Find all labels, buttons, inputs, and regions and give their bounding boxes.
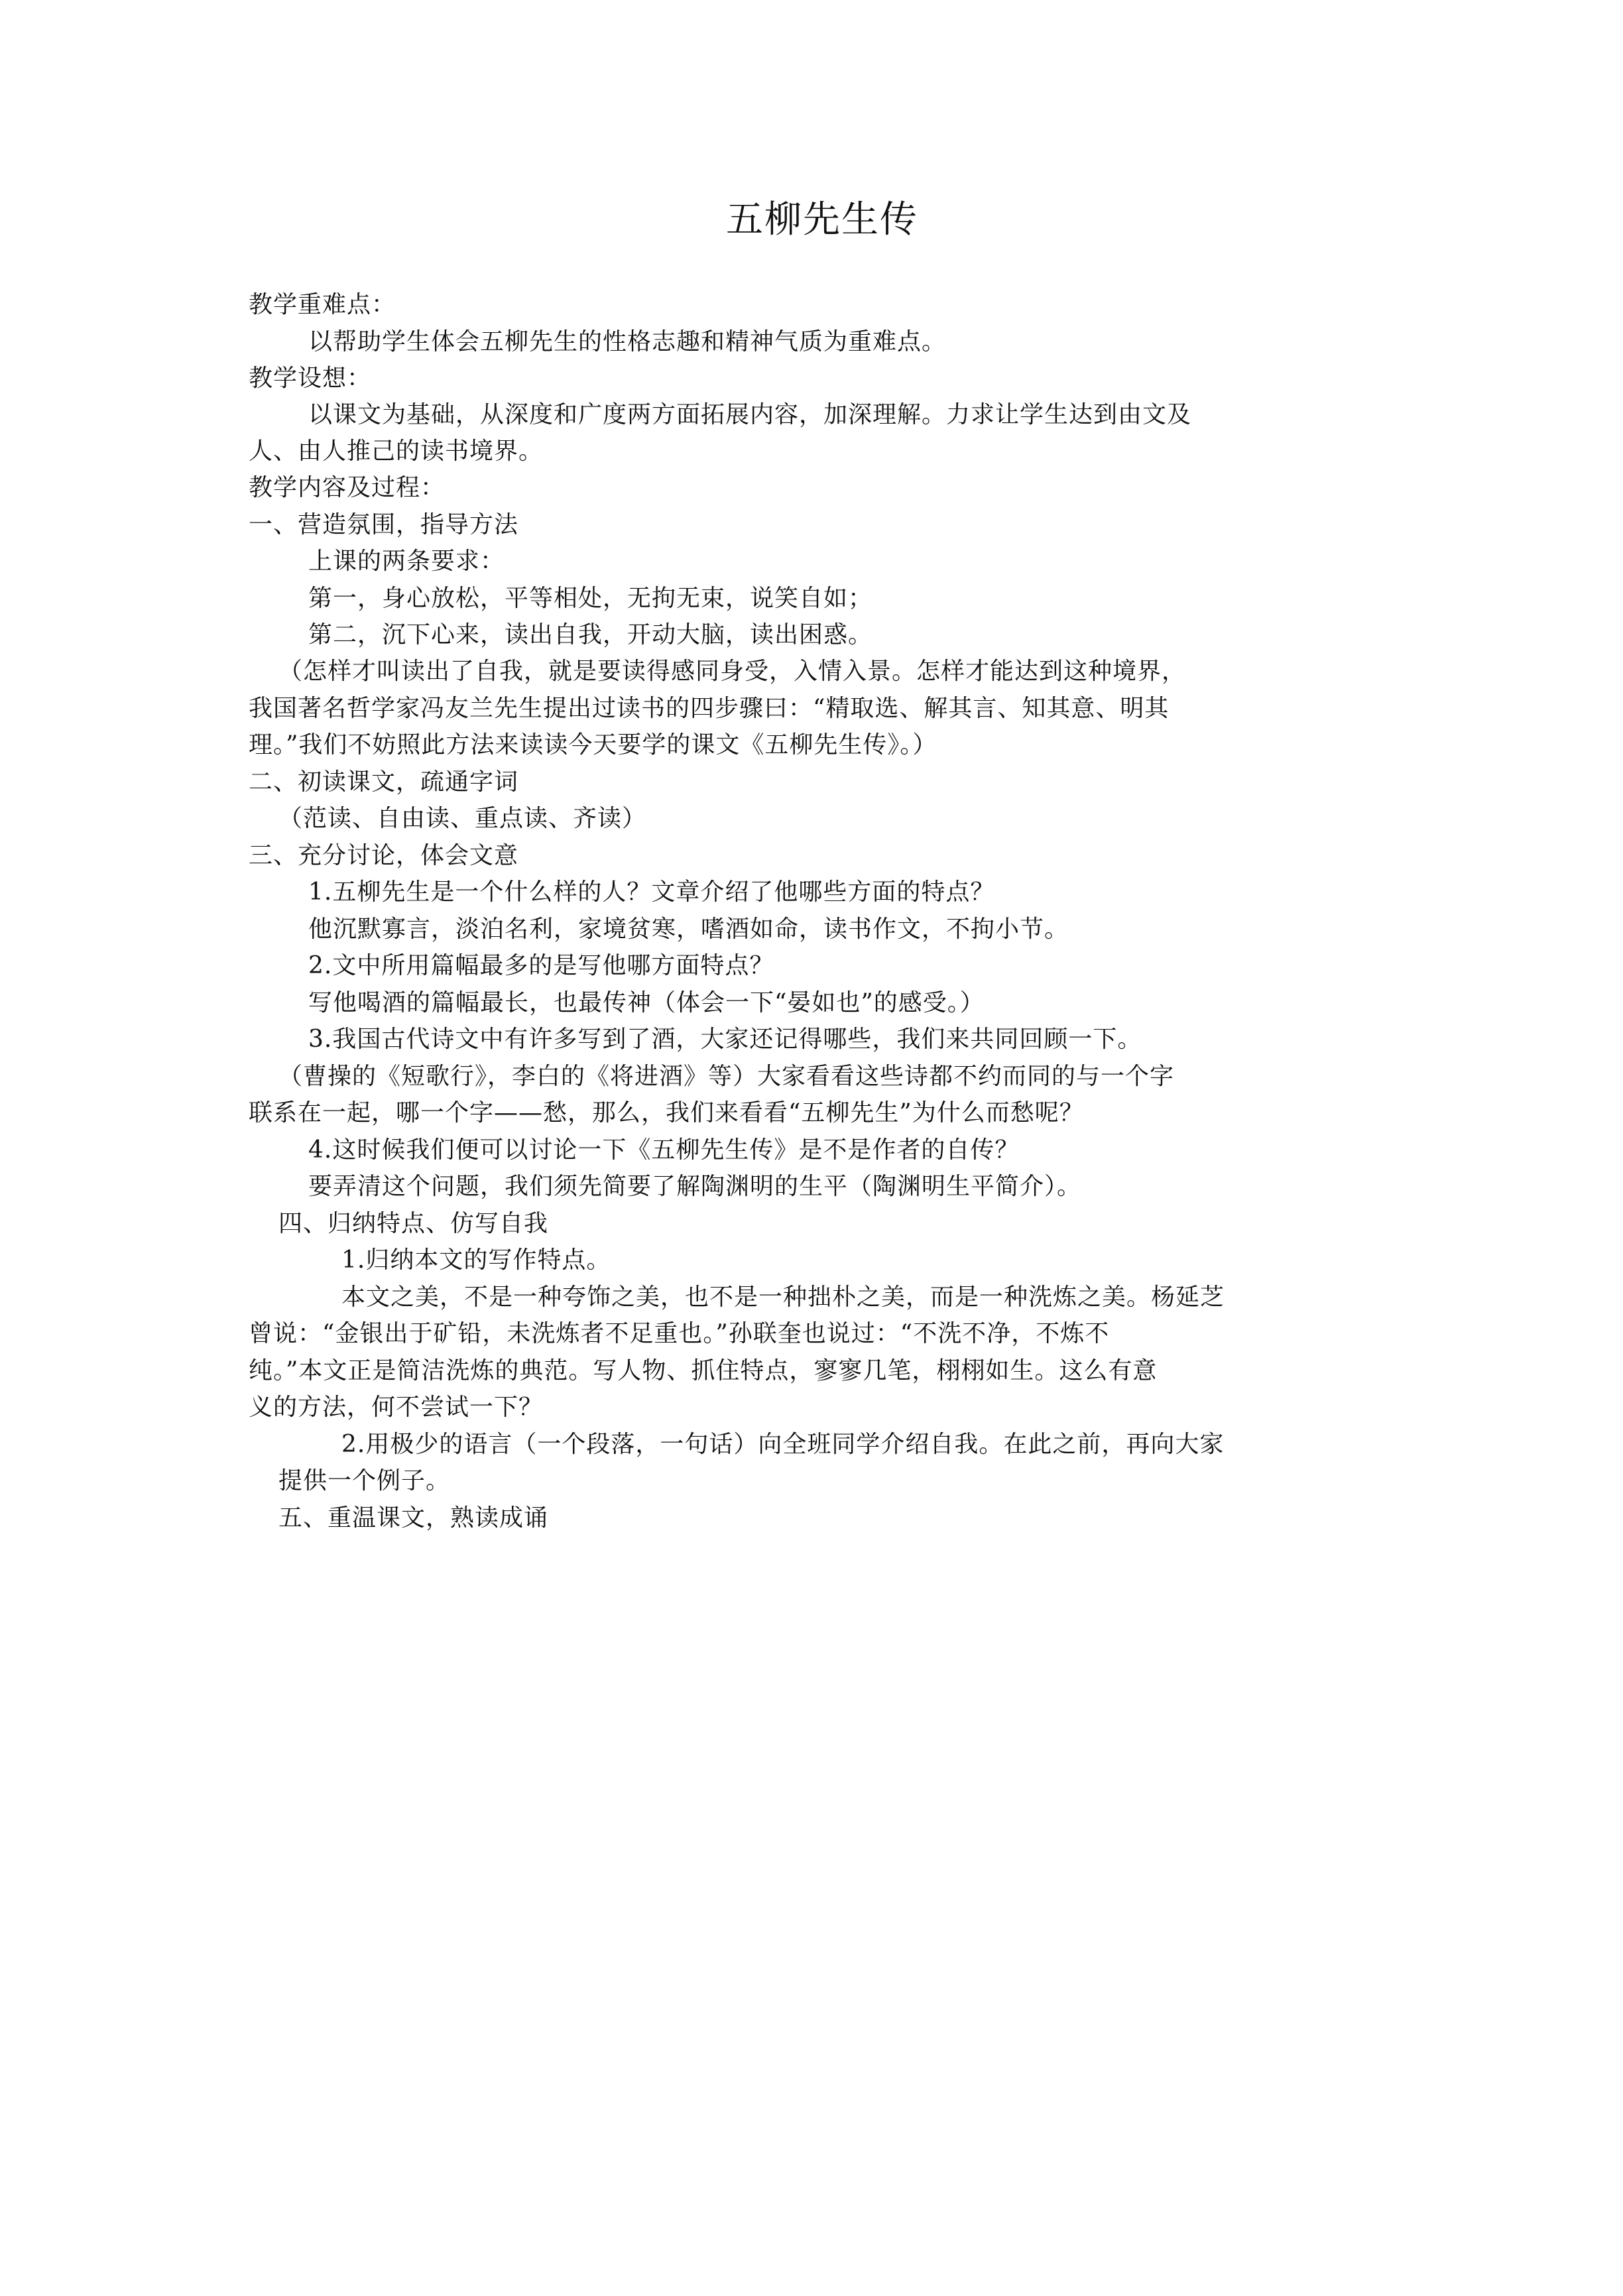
paragraph-requirement-2: 第二，沉下心来，读出自我，开动大脑，读出困惑。 <box>308 621 873 648</box>
answer-1: 他沉默寡言，淡泊名利，家境贫寒，嗜酒如命，读书作文，不拘小节。 <box>308 916 1069 943</box>
heading-key-points: 教学重难点： <box>249 291 396 318</box>
paragraph-requirements: 上课的两条要求： <box>308 548 505 575</box>
subheading-self-intro-line2: 提供一个例子。 <box>278 1467 451 1494</box>
section-heading-4: 四、归纳特点、仿写自我 <box>278 1210 549 1237</box>
subheading-writing-features: 1.归纳本文的写作特点。 <box>341 1246 611 1274</box>
paragraph-note-line2: 我国著名哲学家冯友兰先生提出过读书的四步骤曰：“精取选、解其言、知其意、明其 <box>249 695 1170 722</box>
answer-4: 要弄清这个问题，我们须先简要了解陶渊明的生平（陶渊明生平简介）。 <box>308 1173 1082 1200</box>
paragraph-features-line3: 纯。”本文正是简洁洗炼的典范。写人物、抓住特点，寥寥几笔，栩栩如生。这么有意 <box>249 1357 1158 1384</box>
answer-2: 写他喝酒的篇幅最长，也最传神（体会一下“晏如也”的感受。） <box>308 989 985 1016</box>
paragraph-key-points: 以帮助学生体会五柳先生的性格志趣和精神气质为重难点。 <box>308 328 947 355</box>
paragraph-teaching-plan-line2: 人、由人推己的读书境界。 <box>249 438 544 465</box>
heading-content-process: 教学内容及过程： <box>249 474 446 501</box>
heading-teaching-plan: 教学设想： <box>249 365 372 392</box>
paragraph-teaching-plan-line1: 以课文为基础，从深度和广度两方面拓展内容，加深理解。力求让学生达到由文及 <box>308 401 1192 428</box>
question-4: 4.这时候我们便可以讨论一下《五柳先生传》是不是作者的自传？ <box>308 1136 1020 1164</box>
document-title: 五柳先生传 <box>726 198 918 241</box>
paragraph-note-line1: （怎样才叫读出了自我，就是要读得感同身受，入情入景。怎样才能达到这种境界， <box>278 658 1187 685</box>
paragraph-requirement-1: 第一，身心放松，平等相处，无拘无束，说笑自如； <box>308 585 873 612</box>
paragraph-features-line2: 曾说：“金银出于矿铅，未洗炼者不足重也。”孙联奎也说过：“不洗不净，不炼不 <box>249 1320 1110 1347</box>
section-heading-1: 一、营造氛围，指导方法 <box>249 511 519 538</box>
paragraph-note-line3: 理。”我们不妨照此方法来读读今天要学的课文《五柳先生传》。） <box>249 731 937 758</box>
section-heading-3: 三、充分讨论，体会文意 <box>249 842 519 869</box>
section-heading-2: 二、初读课文，疏通字词 <box>249 768 519 796</box>
paragraph-features-line4: 义的方法，何不尝试一下？ <box>249 1394 544 1421</box>
paragraph-reading-modes: （范读、自由读、重点读、齐读） <box>278 805 647 832</box>
question-3: 3.我国古代诗文中有许多写到了酒，大家还记得哪些，我们来共同回顾一下。 <box>308 1026 1142 1053</box>
subheading-self-intro-line1: 2.用极少的语言（一个段落，一句话）向全班同学介绍自我。在此之前，再向大家 <box>341 1431 1225 1458</box>
question-2: 2.文中所用篇幅最多的是写他哪方面特点？ <box>308 952 774 979</box>
question-1: 1.五柳先生是一个什么样的人？文章介绍了他哪些方面的特点？ <box>308 878 995 906</box>
paragraph-features-line1: 本文之美，不是一种夸饰之美，也不是一种拙朴之美，而是一种洗炼之美。杨延芝 <box>341 1284 1225 1311</box>
answer-3-line2: 联系在一起，哪一个字——愁，那么，我们来看看“五柳先生”为什么而愁呢？ <box>249 1099 1084 1126</box>
section-heading-5: 五、重温课文，熟读成诵 <box>278 1504 549 1532</box>
answer-3-line1: （曹操的《短歌行》，李白的《将进酒》等）大家看看这些诗都不约而同的与一个字 <box>278 1063 1175 1090</box>
